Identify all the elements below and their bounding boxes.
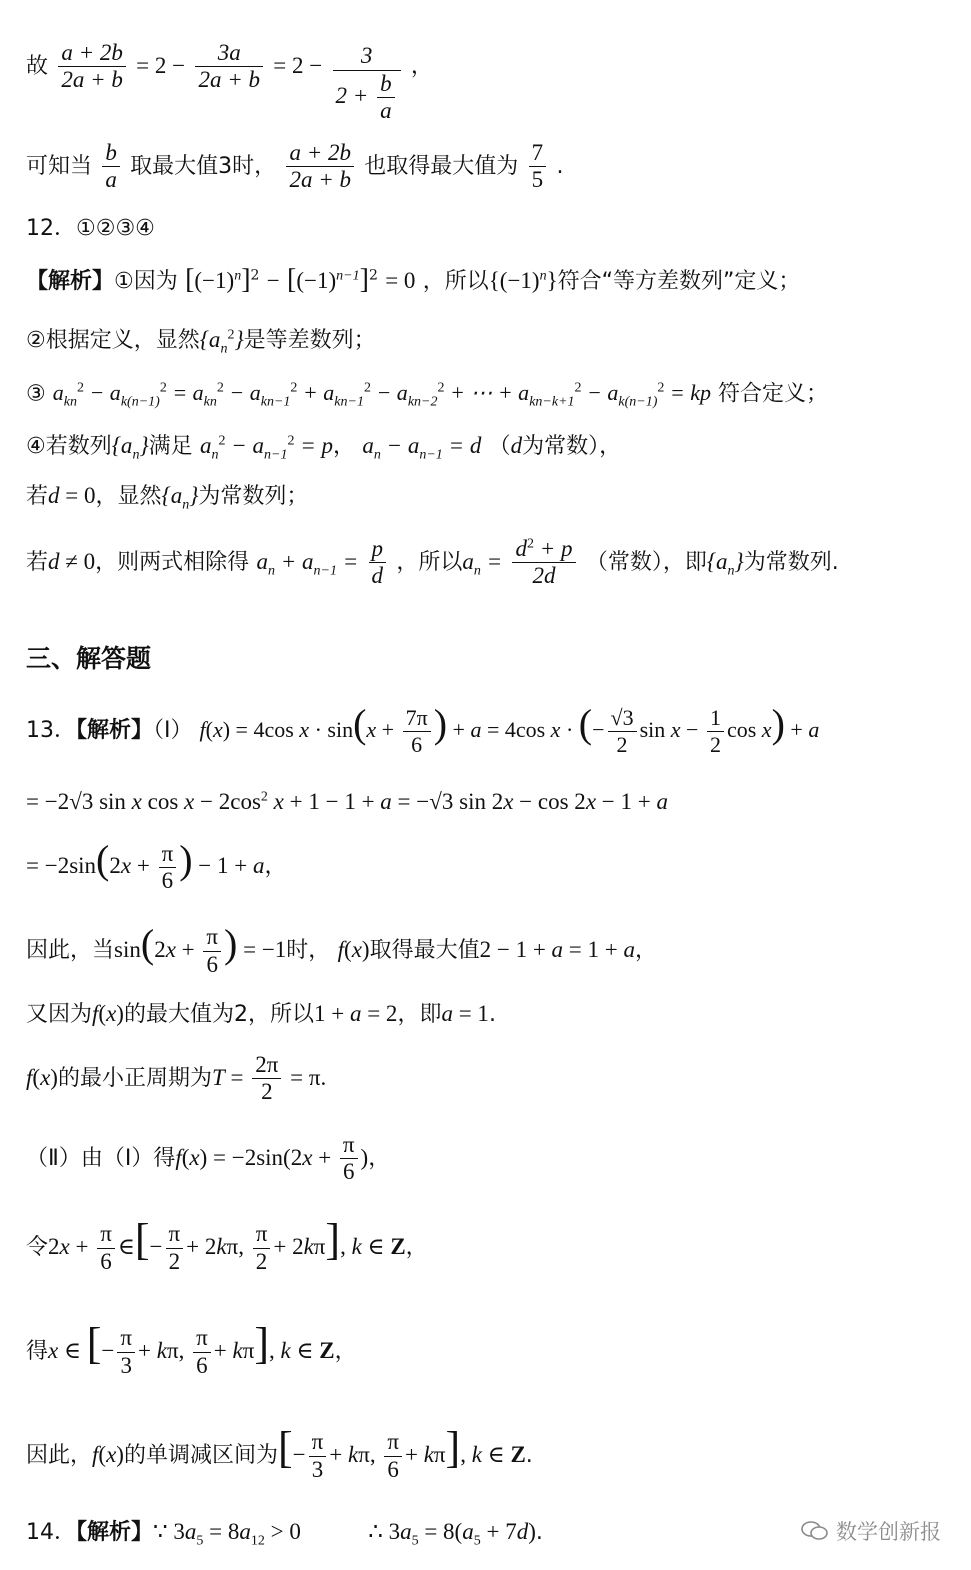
line-13-part5: 又因为f(x)的最大值为2，所以1 + a = 2，即a = 1. xyxy=(26,1001,496,1027)
line-13-part1: 13．【解析】（Ⅰ） f(x) = 4cos x · sin(x + $\frac{7\pi}{6}$ ) + a = 4cos x · (− $\frac{√3}{2}$ sin x − $\frac{1}{2}$ cos x) + a xyxy=(26,701,820,757)
section-heading: 三、解答题 xyxy=(26,644,152,673)
wechat-icon xyxy=(800,1520,830,1542)
line-6: ③ $a_{kn}^2 - a_{k(n-1)}^2 = a_{kn}^2 - a_{kn-1}^2 + a_{kn-1}^2 - a_{kn-2}^2$ + ⋯ + $a_{kn-k+1}^2 - a_{k(n-1)}^2$ = kp 符合定义； xyxy=(26,380,829,410)
line-8: 若d = 0，显然$\{a_n\}$为常数列； xyxy=(26,483,309,513)
watermark xyxy=(800,1516,941,1546)
line-13-part8: 令2x + $\frac{\pi}{6}$ ∈[− $\frac{\pi}{2}$ + 2kπ, $\frac{\pi}{2}$ + 2kπ], k ∈ Z， xyxy=(26,1215,428,1274)
line-13-part3: = −2sin(2x + $\frac{\pi}{6}$ ) − 1 + a， xyxy=(26,837,287,894)
watermark-text: 数学创新报 xyxy=(836,1520,941,1544)
line-13-part7: （Ⅱ）由（Ⅰ）得f(x) = −2sin(2x + $\frac{\pi}{6}$ )， xyxy=(26,1132,391,1185)
line-13-part9: 得x ∈ [− $\frac{\pi}{3}$ + kπ, $\frac{\pi}{6}$ + kπ], k ∈ Z， xyxy=(26,1319,357,1378)
answer-12: 12．①②③④ xyxy=(26,216,155,241)
line-2: 可知当 $\frac{b}{a}$ 取最大值3时， $\frac{a + 2b}{2a + b}$ 也取得最大值为 $\frac{7}{5}$ . xyxy=(26,140,564,193)
line-13-part2: = −2√3 sin x $\cos x - 2\cos^2$ x + 1 − 1 + a = −√3 sin 2x − cos 2x − 1 + a xyxy=(26,789,668,814)
line-14: 14．【解析】∵ $3a_5 = 8a_{12} > 0$ ∴ $3a_5 = 8(a_5 + 7d)$. xyxy=(26,1519,543,1549)
line-13-part10: 因此，f(x)的单调减区间为[− $\frac{\pi}{3}$ + kπ, $\frac{\pi}{6}$ + kπ], k ∈ Z. xyxy=(26,1423,533,1482)
line-5: ②根据定义，显然$\{a_n^2\}$是等差数列； xyxy=(26,327,376,357)
line-1: 故 $\frac{a + 2b}{2a + b}$ = 2 − $\frac{3a}{2a + b}$ = 2 − 3 2 + $\frac{b}{a}$ ， xyxy=(26,40,433,124)
line-7: ④若数列$\{a_n\}$满足 $a_n^2 - a_{n-1}^2 = p$， $a_n - a_{n-1} = d$ （d为常数）， xyxy=(26,433,622,463)
line-4: 【解析】①因为 $[(-1)^n]^2 - [(-1)^{n-1}]^2 = 0$ ，所以$\{(-1)^n\}$符合“等方差数列”定义； xyxy=(26,264,801,295)
line-9: 若d ≠ 0，则两式相除得 $a_n + a_{n-1}$ = $\frac{p}{d}$ ，所以$a_n$ = $\frac{d^2 + p}{2d}$ （常数），即$\{a_n\}$为常数列. xyxy=(26,536,839,589)
line-13-part6: f(x)的最小正周期为T = $\frac{2\pi}{2}$ = π. xyxy=(26,1052,327,1105)
line-13-part4: 因此，当sin(2x + $\frac{\pi}{6}$ ) = −1时， f(x)取得最大值2 − 1 + a = 1 + a， xyxy=(26,921,658,977)
